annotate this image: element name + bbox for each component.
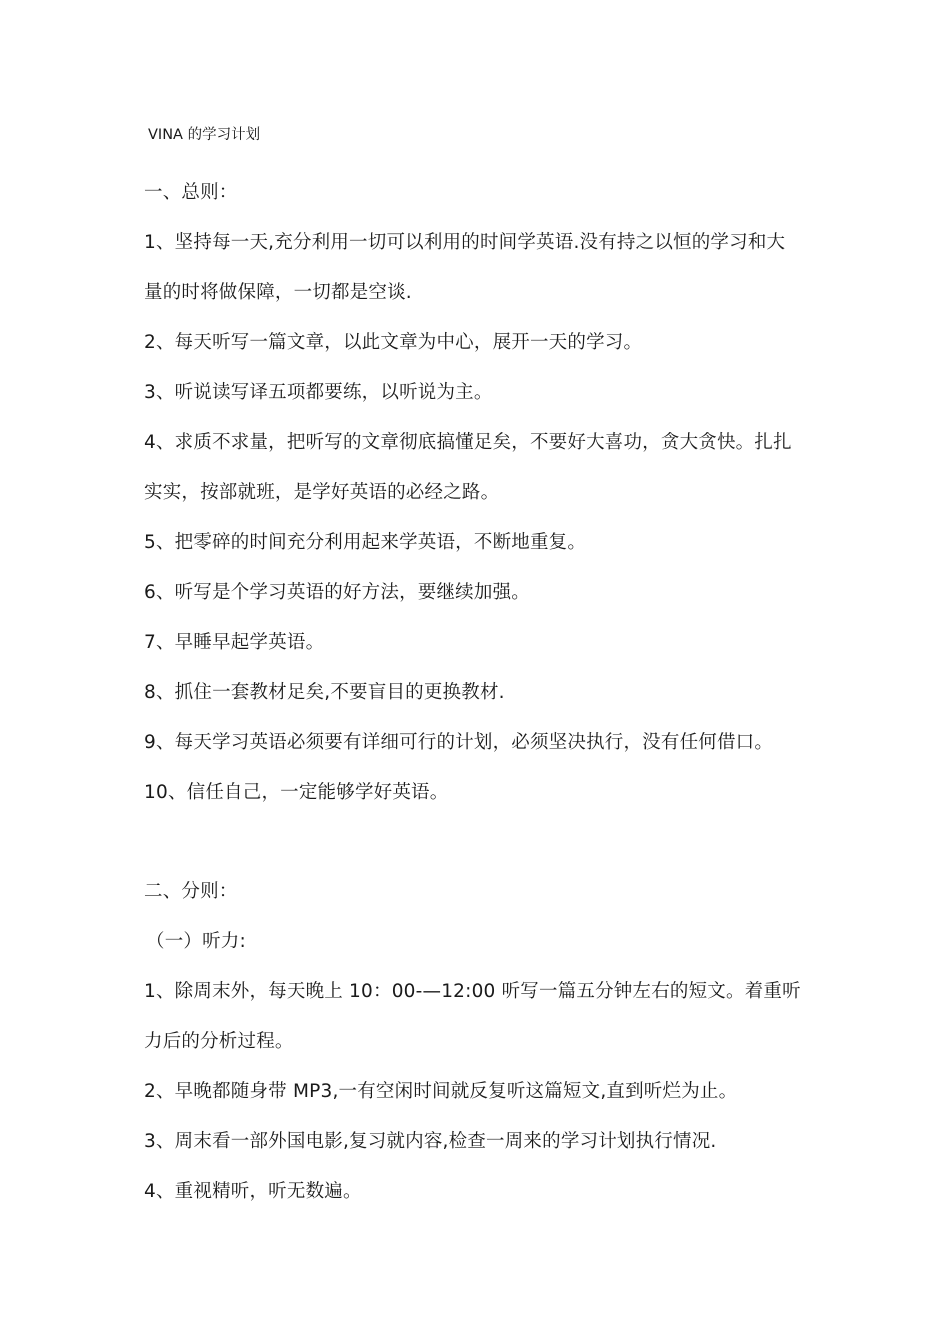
paragraph-line: 3、听说读写译五项都要练，以听说为主。	[144, 382, 493, 403]
subsection-heading-listening: （一）听力:	[146, 931, 246, 952]
paragraph-line: 3、周末看一部外国电影,复习就内容,检查一周来的学习计划执行情况.	[144, 1131, 717, 1152]
paragraph-line: 4、重视精听，听无数遍。	[144, 1181, 362, 1202]
document-title: VINA 的学习计划	[148, 127, 261, 143]
paragraph-line: 2、早晚都随身带 MP3,一有空闲时间就反复听这篇短文,直到听烂为止。	[144, 1081, 738, 1102]
paragraph-line: 4、求质不求量，把听写的文章彻底搞懂足矣，不要好大喜功，贪大贪快。扎扎	[144, 432, 792, 453]
paragraph-line: 10、信任自己，一定能够学好英语。	[144, 782, 449, 803]
paragraph-line: 1、除周末外，每天晚上 10：00-—12:00 听写一篇五分钟左右的短文。着重听	[144, 981, 801, 1002]
paragraph-line: 实实，按部就班，是学好英语的必经之路。	[144, 482, 500, 503]
section-heading-details: 二、分则：	[144, 881, 238, 902]
paragraph-line: 8、抓住一套教材足矣,不要盲目的更换教材.	[144, 682, 505, 703]
paragraph-line: 6、听写是个学习英语的好方法，要继续加强。	[144, 582, 530, 603]
paragraph-line: 1、坚持每一天,充分利用一切可以利用的时间学英语.没有持之以恒的学习和大	[144, 232, 786, 253]
section-heading-general: 一、总则：	[144, 182, 238, 203]
paragraph-line: 力后的分析过程。	[144, 1031, 294, 1052]
paragraph-line: 9、每天学习英语必须要有详细可行的计划，必须坚决执行，没有任何借口。	[144, 732, 774, 753]
paragraph-line: 量的时将做保障，一切都是空谈.	[144, 282, 412, 303]
paragraph-line: 7、早睡早起学英语。	[144, 632, 325, 653]
paragraph-line: 2、每天听写一篇文章，以此文章为中心，展开一天的学习。	[144, 332, 643, 353]
paragraph-line: 5、把零碎的时间充分利用起来学英语，不断地重复。	[144, 532, 587, 553]
